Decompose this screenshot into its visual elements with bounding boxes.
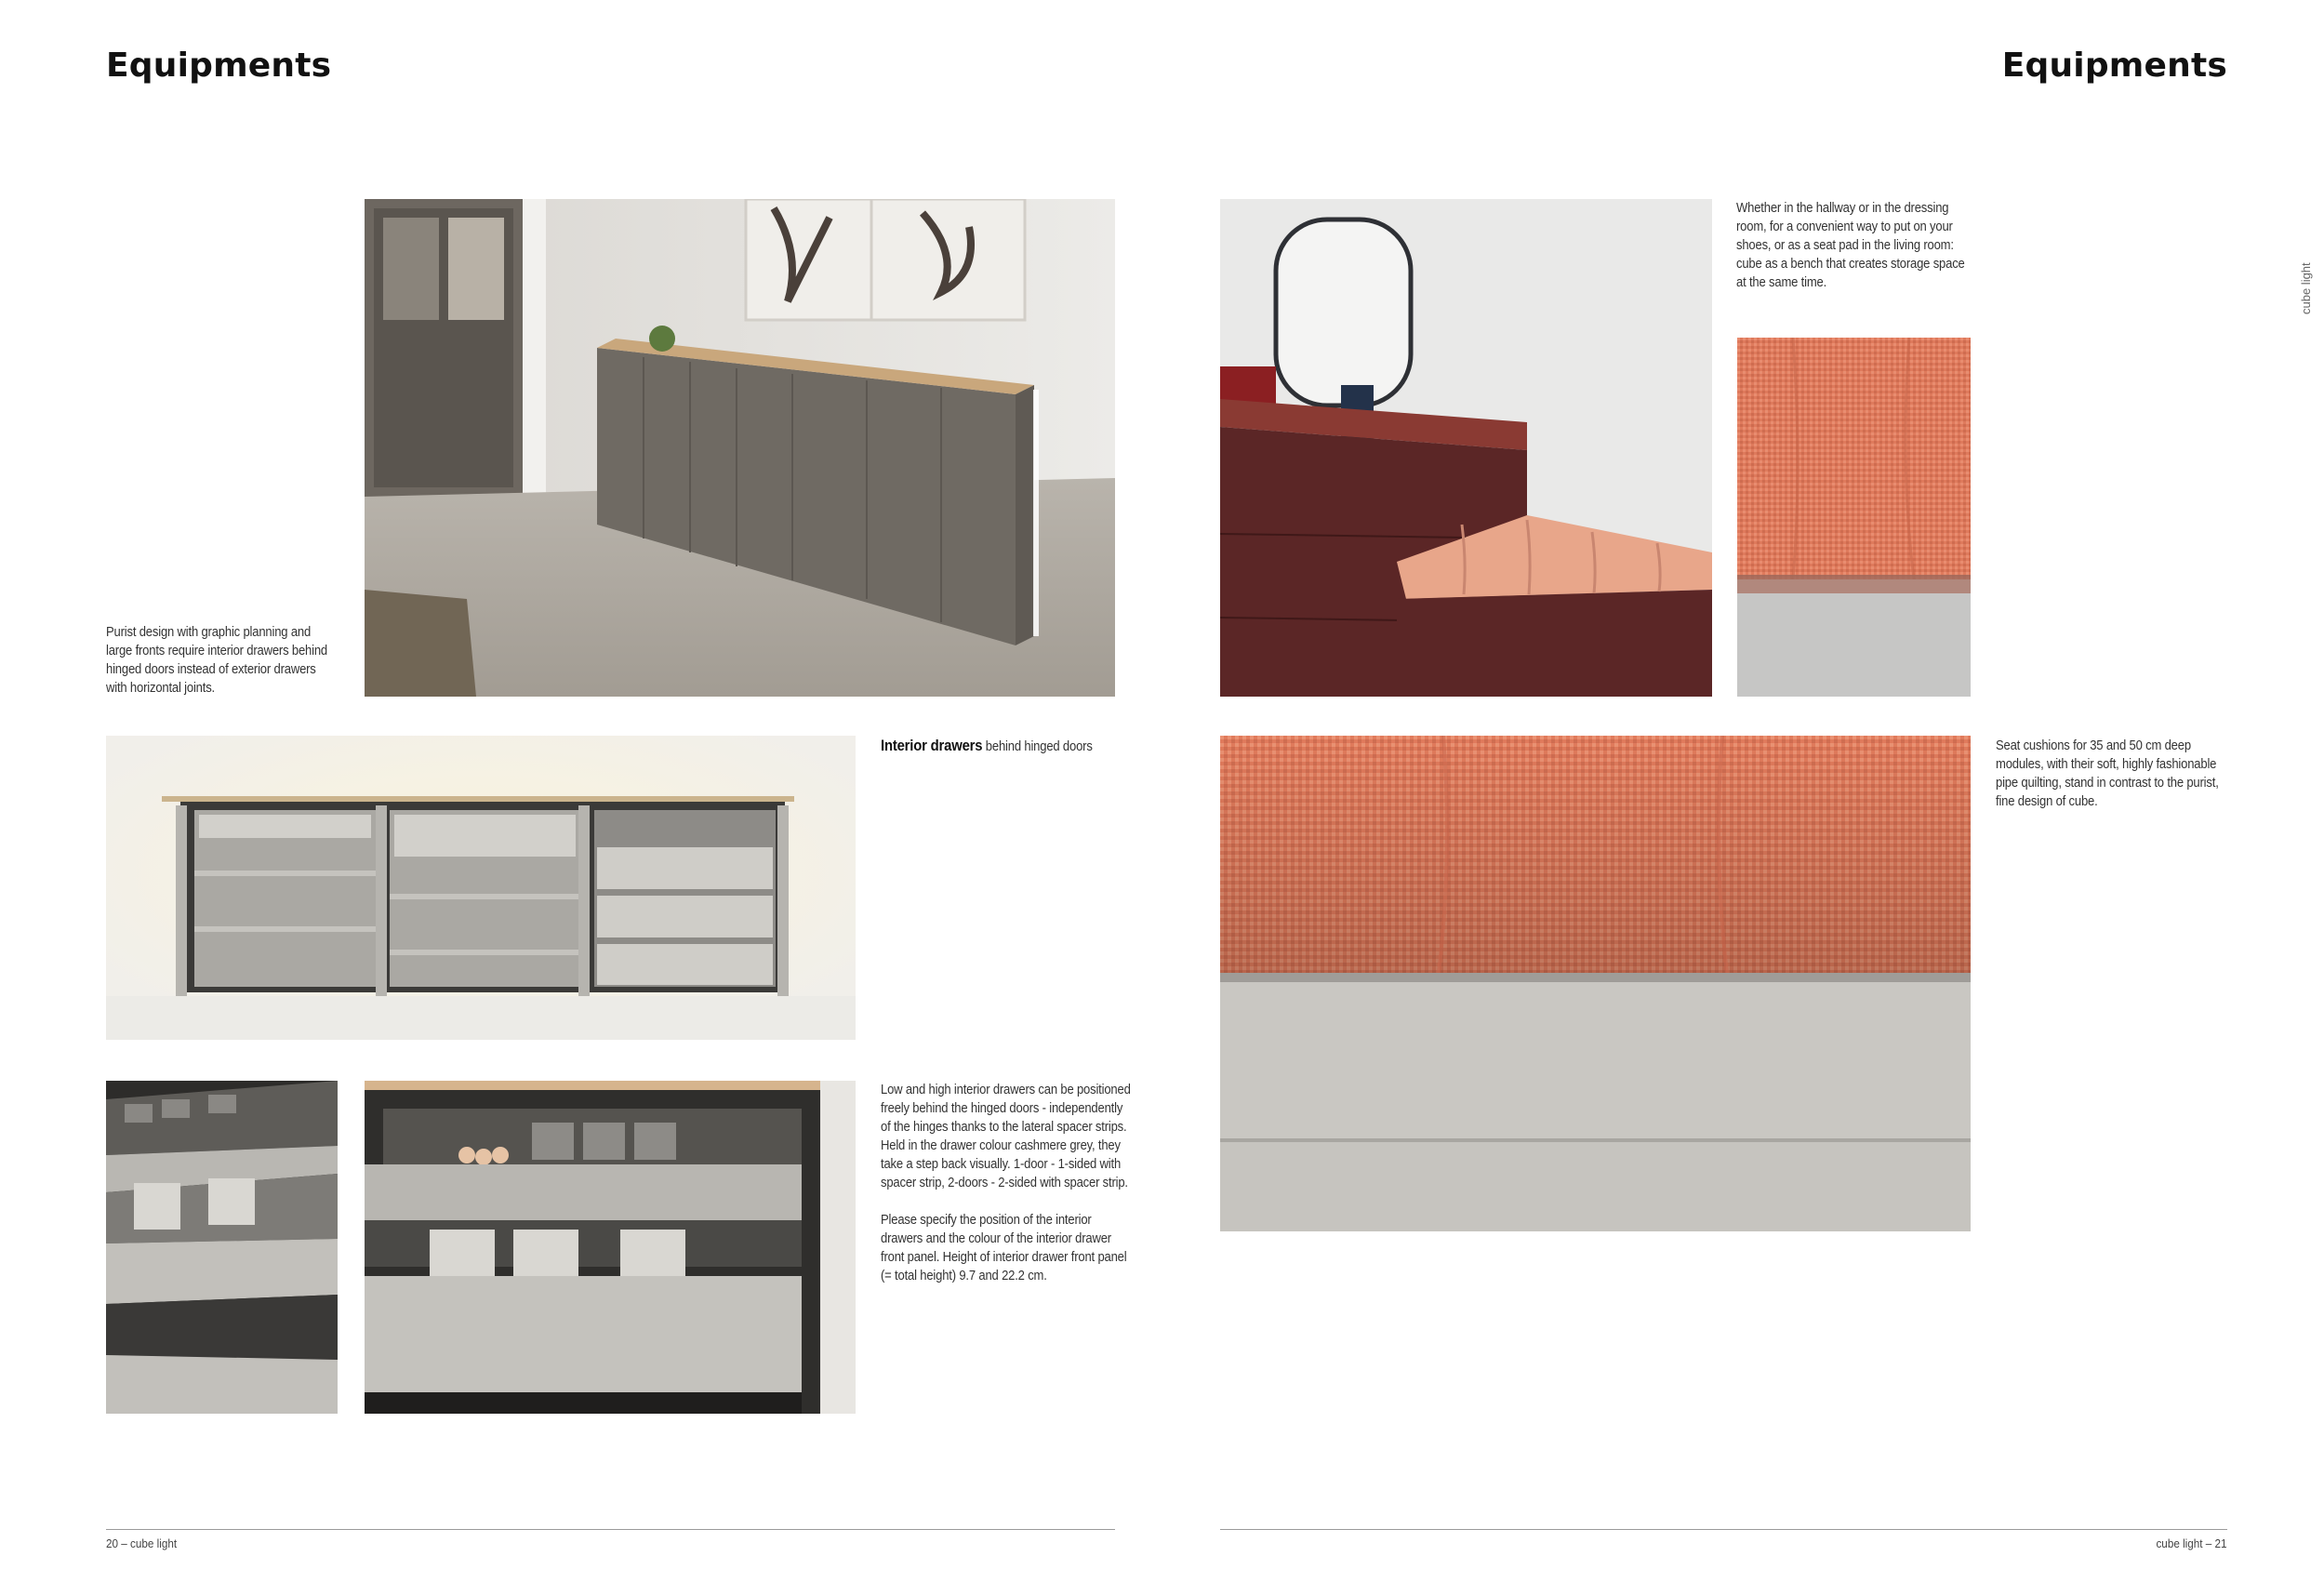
photo-open-sideboard	[106, 736, 856, 1040]
page-number-right: cube light – 21	[2156, 1536, 2227, 1550]
caption-purist-design: Purist design with graphic planning and large fronts require interior drawers behind hinged doors instead of exterior drawers with horizontal joints.	[106, 625, 327, 696]
heading-interior-drawers-rest: behind hinged doors	[982, 739, 1093, 754]
interior-drawers-text	[881, 1081, 1132, 1285]
heading-interior-drawers-bold: Interior drawers	[881, 738, 983, 754]
page-number-left: 20 – cube light	[106, 1536, 178, 1550]
photo-drawers-closeup	[106, 1081, 338, 1414]
photo-cushion-swatch	[1737, 338, 1971, 697]
interior-drawers-paragraph-2: Please specify the position of the interior drawers and the colour of the interior drawer front panel. Height of interior drawer front panel (= total height) 9.7 and 22.2 cm.	[881, 1213, 1127, 1283]
page-title-right: Equipments	[2001, 47, 2227, 85]
photo-drawers-organizers	[365, 1081, 856, 1414]
interior-drawers-paragraph-1: Low and high interior drawers can be positioned freely behind the hinged doors - independently of the hinges thanks to the lateral spacer strips. Held in the drawer colour cashmere grey, they take a step back visually. 1-door - 1-sided with spacer strip, 2-doors - 2-sided with spacer strip.	[881, 1083, 1131, 1190]
photo-cushion-closeup	[1220, 736, 1971, 1231]
page-title-left: Equipments	[106, 47, 332, 85]
caption-cushion: Seat cushions for 35 and 50 cm deep modules, with their soft, highly fashionable pipe quilting, stand in contrast to the purist, fine design of cube.	[1996, 738, 2219, 809]
photo-bench-mirror	[1220, 199, 1712, 697]
footer-rule-left	[106, 1529, 1115, 1530]
side-section-label: cube light	[2299, 262, 2313, 314]
photo-sideboard-room	[365, 199, 1115, 697]
heading-interior-drawers	[881, 737, 1132, 756]
caption-bench: Whether in the hallway or in the dressing room, for a convenient way to put on your shoes, or as a seat pad in the living room: cube as a bench that creates storage space at the same time.	[1736, 201, 1965, 290]
footer-rule-right	[1220, 1529, 2227, 1530]
